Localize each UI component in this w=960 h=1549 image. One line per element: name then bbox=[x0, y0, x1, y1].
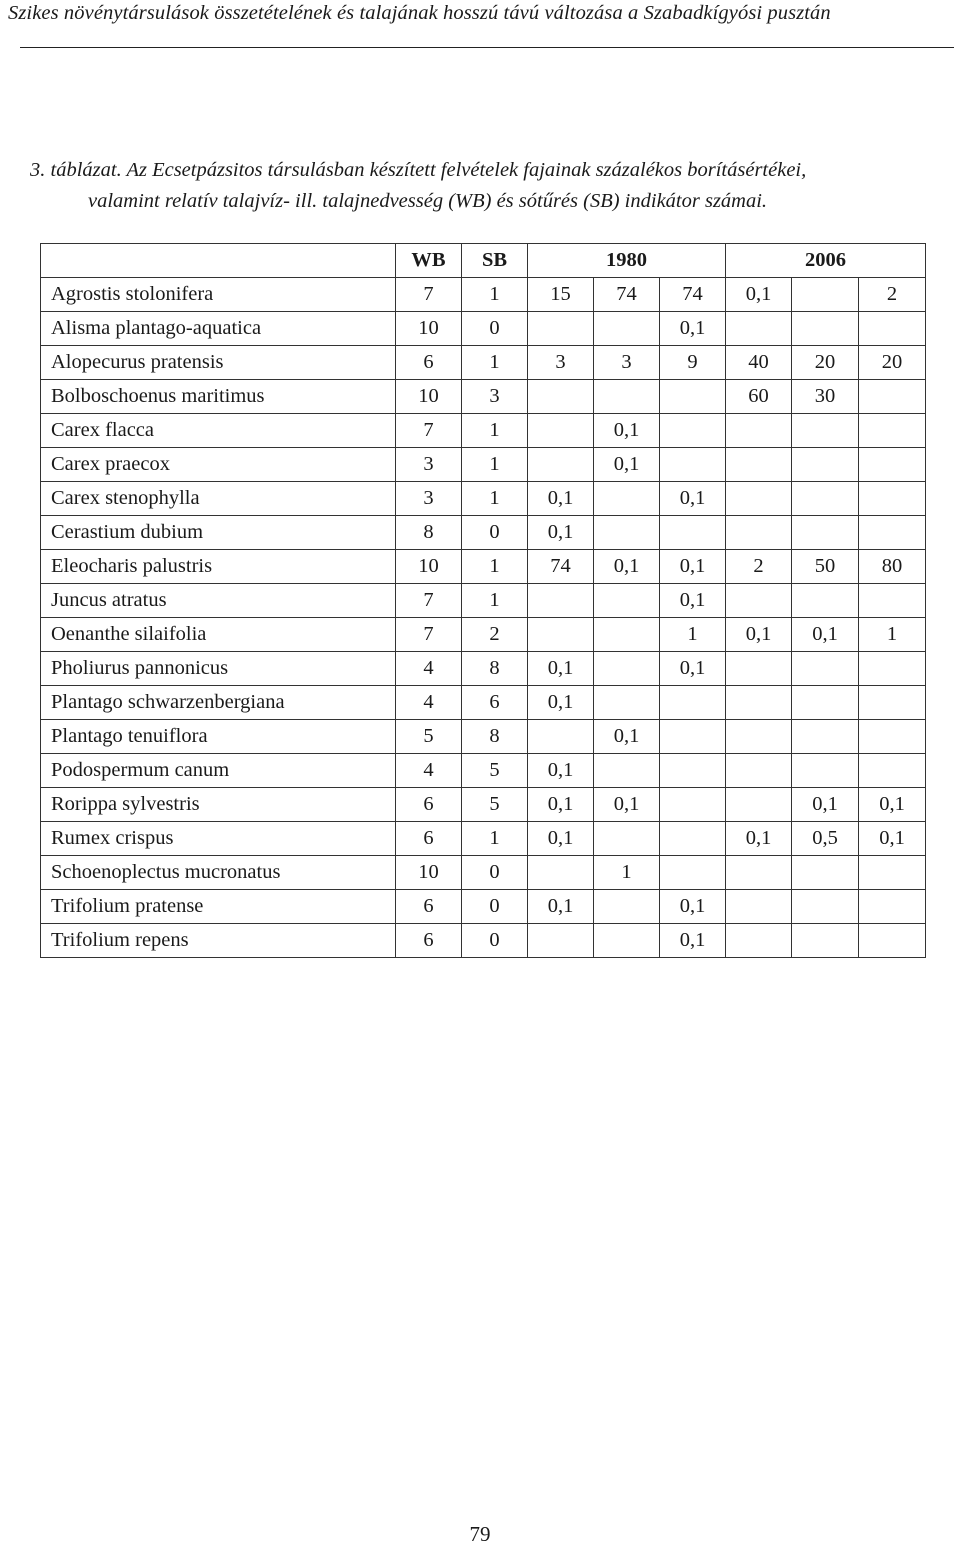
species-name-cell: Carex flacca bbox=[41, 414, 396, 448]
wb-cell: 7 bbox=[396, 618, 462, 652]
cover-1980-cell bbox=[594, 924, 660, 958]
table-body bbox=[41, 278, 926, 958]
species-name-cell: Alisma plantago-aquatica bbox=[41, 312, 396, 346]
cover-1980-cell bbox=[660, 380, 726, 414]
cover-1980-cell bbox=[528, 414, 594, 448]
cover-1980-cell bbox=[594, 822, 660, 856]
species-name-cell: Plantago tenuiflora bbox=[41, 720, 396, 754]
cover-1980-cell bbox=[594, 380, 660, 414]
cover-2006-cell bbox=[792, 584, 859, 618]
cover-1980-cell: 0,1 bbox=[528, 822, 594, 856]
cover-2006-cell bbox=[859, 380, 926, 414]
sb-cell: 1 bbox=[462, 448, 528, 482]
cover-2006-cell: 40 bbox=[726, 346, 792, 380]
species-name-cell: Cerastium dubium bbox=[41, 516, 396, 550]
cover-2006-cell bbox=[792, 652, 859, 686]
cover-2006-cell: 1 bbox=[859, 618, 926, 652]
cover-2006-cell bbox=[792, 414, 859, 448]
species-name-cell: Bolboschoenus maritimus bbox=[41, 380, 396, 414]
cover-2006-cell bbox=[726, 448, 792, 482]
cover-1980-cell: 3 bbox=[594, 346, 660, 380]
cover-2006-cell bbox=[792, 890, 859, 924]
cover-2006-cell bbox=[859, 686, 926, 720]
wb-cell: 4 bbox=[396, 652, 462, 686]
table-caption bbox=[30, 155, 950, 217]
table-row bbox=[41, 584, 926, 618]
cover-2006-cell bbox=[726, 584, 792, 618]
cover-1980-cell bbox=[528, 448, 594, 482]
species-name-cell: Alopecurus pratensis bbox=[41, 346, 396, 380]
wb-cell: 6 bbox=[396, 346, 462, 380]
cover-2006-cell bbox=[792, 482, 859, 516]
sb-cell: 0 bbox=[462, 516, 528, 550]
sb-cell: 1 bbox=[462, 346, 528, 380]
cover-1980-cell bbox=[660, 754, 726, 788]
cover-1980-cell: 3 bbox=[528, 346, 594, 380]
table-row bbox=[41, 448, 926, 482]
wb-cell: 4 bbox=[396, 686, 462, 720]
cover-2006-cell bbox=[859, 312, 926, 346]
table-row bbox=[41, 550, 926, 584]
sb-cell: 1 bbox=[462, 278, 528, 312]
table-row bbox=[41, 686, 926, 720]
cover-2006-cell bbox=[792, 312, 859, 346]
table-row bbox=[41, 720, 926, 754]
sb-cell: 1 bbox=[462, 482, 528, 516]
cover-2006-cell bbox=[726, 754, 792, 788]
species-table bbox=[40, 243, 926, 958]
species-name-cell: Podospermum canum bbox=[41, 754, 396, 788]
cover-1980-cell: 0,1 bbox=[528, 788, 594, 822]
cover-2006-cell bbox=[726, 890, 792, 924]
sb-cell: 1 bbox=[462, 414, 528, 448]
cover-1980-cell bbox=[528, 312, 594, 346]
cover-2006-cell bbox=[726, 312, 792, 346]
wb-cell: 7 bbox=[396, 278, 462, 312]
cover-1980-cell: 0,1 bbox=[528, 890, 594, 924]
cover-2006-cell bbox=[792, 856, 859, 890]
cover-2006-cell: 0,1 bbox=[792, 788, 859, 822]
sb-cell: 0 bbox=[462, 924, 528, 958]
cover-2006-cell bbox=[792, 516, 859, 550]
wb-cell: 6 bbox=[396, 890, 462, 924]
cover-1980-cell bbox=[594, 652, 660, 686]
cover-1980-cell: 0,1 bbox=[660, 652, 726, 686]
wb-cell: 8 bbox=[396, 516, 462, 550]
cover-2006-cell bbox=[726, 720, 792, 754]
cover-1980-cell: 0,1 bbox=[528, 652, 594, 686]
table-row bbox=[41, 278, 926, 312]
cover-2006-cell bbox=[859, 720, 926, 754]
header-species bbox=[41, 244, 396, 278]
caption-line-2: valamint relatív talajvíz- ill. talajnedvesség (WB) és sótűrés (SB) indikátor számai. bbox=[88, 190, 768, 212]
cover-1980-cell bbox=[528, 924, 594, 958]
table-row bbox=[41, 890, 926, 924]
cover-2006-cell bbox=[859, 482, 926, 516]
cover-2006-cell: 2 bbox=[726, 550, 792, 584]
species-name-cell: Rorippa sylvestris bbox=[41, 788, 396, 822]
table-row bbox=[41, 618, 926, 652]
table-row bbox=[41, 788, 926, 822]
wb-cell: 7 bbox=[396, 584, 462, 618]
table-row bbox=[41, 856, 926, 890]
sb-cell: 8 bbox=[462, 720, 528, 754]
species-name-cell: Juncus atratus bbox=[41, 584, 396, 618]
cover-2006-cell bbox=[726, 652, 792, 686]
cover-1980-cell bbox=[594, 482, 660, 516]
cover-2006-cell: 0,1 bbox=[726, 822, 792, 856]
cover-2006-cell: 60 bbox=[726, 380, 792, 414]
cover-1980-cell: 0,1 bbox=[660, 924, 726, 958]
cover-2006-cell bbox=[726, 788, 792, 822]
cover-2006-cell bbox=[859, 856, 926, 890]
species-name-cell: Pholiurus pannonicus bbox=[41, 652, 396, 686]
cover-1980-cell: 0,1 bbox=[594, 550, 660, 584]
cover-2006-cell bbox=[859, 516, 926, 550]
table-row bbox=[41, 924, 926, 958]
cover-1980-cell: 1 bbox=[660, 618, 726, 652]
sb-cell: 0 bbox=[462, 890, 528, 924]
table-row bbox=[41, 414, 926, 448]
cover-2006-cell: 0,1 bbox=[726, 618, 792, 652]
species-name-cell: Trifolium pratense bbox=[41, 890, 396, 924]
cover-2006-cell bbox=[859, 652, 926, 686]
wb-cell: 6 bbox=[396, 822, 462, 856]
cover-1980-cell: 0,1 bbox=[660, 482, 726, 516]
sb-cell: 2 bbox=[462, 618, 528, 652]
table-row bbox=[41, 380, 926, 414]
cover-1980-cell bbox=[594, 754, 660, 788]
cover-1980-cell: 0,1 bbox=[528, 482, 594, 516]
table-row bbox=[41, 312, 926, 346]
cover-2006-cell bbox=[726, 924, 792, 958]
cover-2006-cell: 0,1 bbox=[792, 618, 859, 652]
cover-1980-cell bbox=[528, 618, 594, 652]
wb-cell: 10 bbox=[396, 380, 462, 414]
table-header-row bbox=[41, 244, 926, 278]
header-1980: 1980 bbox=[528, 244, 726, 278]
cover-1980-cell bbox=[660, 822, 726, 856]
cover-1980-cell: 0,1 bbox=[594, 720, 660, 754]
species-name-cell: Carex praecox bbox=[41, 448, 396, 482]
cover-2006-cell: 80 bbox=[859, 550, 926, 584]
wb-cell: 10 bbox=[396, 550, 462, 584]
cover-1980-cell bbox=[660, 720, 726, 754]
cover-1980-cell: 74 bbox=[660, 278, 726, 312]
sb-cell: 1 bbox=[462, 822, 528, 856]
species-name-cell: Plantago schwarzenbergiana bbox=[41, 686, 396, 720]
cover-2006-cell: 50 bbox=[792, 550, 859, 584]
wb-cell: 4 bbox=[396, 754, 462, 788]
sb-cell: 1 bbox=[462, 550, 528, 584]
cover-1980-cell: 1 bbox=[594, 856, 660, 890]
cover-1980-cell bbox=[660, 856, 726, 890]
cover-2006-cell bbox=[792, 448, 859, 482]
cover-1980-cell: 0,1 bbox=[660, 890, 726, 924]
cover-2006-cell bbox=[859, 448, 926, 482]
cover-2006-cell bbox=[726, 686, 792, 720]
cover-2006-cell bbox=[792, 754, 859, 788]
wb-cell: 10 bbox=[396, 312, 462, 346]
header-rule bbox=[20, 47, 954, 48]
cover-1980-cell: 0,1 bbox=[660, 550, 726, 584]
sb-cell: 6 bbox=[462, 686, 528, 720]
cover-2006-cell bbox=[726, 482, 792, 516]
cover-1980-cell bbox=[660, 448, 726, 482]
wb-cell: 7 bbox=[396, 414, 462, 448]
header-2006: 2006 bbox=[726, 244, 926, 278]
cover-2006-cell bbox=[859, 890, 926, 924]
cover-1980-cell: 0,1 bbox=[594, 448, 660, 482]
sb-cell: 0 bbox=[462, 856, 528, 890]
cover-1980-cell bbox=[594, 584, 660, 618]
cover-2006-cell bbox=[792, 720, 859, 754]
wb-cell: 5 bbox=[396, 720, 462, 754]
cover-1980-cell bbox=[594, 890, 660, 924]
table-row bbox=[41, 822, 926, 856]
cover-1980-cell bbox=[594, 312, 660, 346]
species-name-cell: Rumex crispus bbox=[41, 822, 396, 856]
species-name-cell: Carex stenophylla bbox=[41, 482, 396, 516]
cover-1980-cell: 15 bbox=[528, 278, 594, 312]
sb-cell: 0 bbox=[462, 312, 528, 346]
species-name-cell: Eleocharis palustris bbox=[41, 550, 396, 584]
wb-cell: 6 bbox=[396, 788, 462, 822]
cover-1980-cell: 9 bbox=[660, 346, 726, 380]
running-header: Szikes növénytársulások összetételének és talajának hosszú távú változása a Szabadkígyósi pusztán bbox=[8, 2, 831, 24]
cover-2006-cell bbox=[792, 924, 859, 958]
cover-1980-cell bbox=[660, 686, 726, 720]
cover-2006-cell bbox=[726, 414, 792, 448]
cover-1980-cell bbox=[594, 618, 660, 652]
cover-1980-cell bbox=[594, 686, 660, 720]
cover-1980-cell: 74 bbox=[594, 278, 660, 312]
sb-cell: 8 bbox=[462, 652, 528, 686]
cover-2006-cell bbox=[726, 516, 792, 550]
cover-1980-cell bbox=[528, 380, 594, 414]
cover-2006-cell: 0,1 bbox=[726, 278, 792, 312]
species-name-cell: Schoenoplectus mucronatus bbox=[41, 856, 396, 890]
header-sb: SB bbox=[462, 244, 528, 278]
cover-2006-cell bbox=[726, 856, 792, 890]
cover-1980-cell: 0,1 bbox=[660, 584, 726, 618]
cover-2006-cell: 20 bbox=[859, 346, 926, 380]
cover-1980-cell bbox=[660, 516, 726, 550]
cover-1980-cell bbox=[528, 856, 594, 890]
cover-2006-cell: 30 bbox=[792, 380, 859, 414]
sb-cell: 5 bbox=[462, 754, 528, 788]
sb-cell: 5 bbox=[462, 788, 528, 822]
cover-2006-cell bbox=[792, 686, 859, 720]
table-row bbox=[41, 652, 926, 686]
cover-2006-cell bbox=[792, 278, 859, 312]
cover-1980-cell bbox=[660, 788, 726, 822]
species-name-cell: Trifolium repens bbox=[41, 924, 396, 958]
cover-2006-cell: 0,1 bbox=[859, 788, 926, 822]
wb-cell: 3 bbox=[396, 448, 462, 482]
cover-1980-cell: 0,1 bbox=[528, 686, 594, 720]
cover-2006-cell bbox=[859, 584, 926, 618]
wb-cell: 6 bbox=[396, 924, 462, 958]
cover-1980-cell bbox=[660, 414, 726, 448]
caption-line-1: 3. táblázat. Az Ecsetpázsitos társulásban készített felvételek fajainak százalékos borításértékei, bbox=[30, 159, 807, 181]
cover-2006-cell: 0,5 bbox=[792, 822, 859, 856]
cover-1980-cell bbox=[594, 516, 660, 550]
cover-1980-cell: 0,1 bbox=[660, 312, 726, 346]
cover-2006-cell bbox=[859, 754, 926, 788]
header-wb: WB bbox=[396, 244, 462, 278]
wb-cell: 3 bbox=[396, 482, 462, 516]
table-row bbox=[41, 346, 926, 380]
table-row bbox=[41, 482, 926, 516]
cover-1980-cell: 0,1 bbox=[594, 414, 660, 448]
sb-cell: 1 bbox=[462, 584, 528, 618]
cover-1980-cell: 0,1 bbox=[528, 754, 594, 788]
table-row bbox=[41, 516, 926, 550]
cover-1980-cell: 0,1 bbox=[528, 516, 594, 550]
species-name-cell: Agrostis stolonifera bbox=[41, 278, 396, 312]
cover-2006-cell: 20 bbox=[792, 346, 859, 380]
cover-2006-cell: 2 bbox=[859, 278, 926, 312]
species-name-cell: Oenanthe silaifolia bbox=[41, 618, 396, 652]
table-row bbox=[41, 754, 926, 788]
cover-1980-cell bbox=[528, 720, 594, 754]
cover-2006-cell: 0,1 bbox=[859, 822, 926, 856]
cover-1980-cell: 0,1 bbox=[594, 788, 660, 822]
cover-2006-cell bbox=[859, 924, 926, 958]
cover-1980-cell bbox=[528, 584, 594, 618]
wb-cell: 10 bbox=[396, 856, 462, 890]
sb-cell: 3 bbox=[462, 380, 528, 414]
cover-1980-cell: 74 bbox=[528, 550, 594, 584]
cover-2006-cell bbox=[859, 414, 926, 448]
page-number: 79 bbox=[469, 1522, 491, 1546]
